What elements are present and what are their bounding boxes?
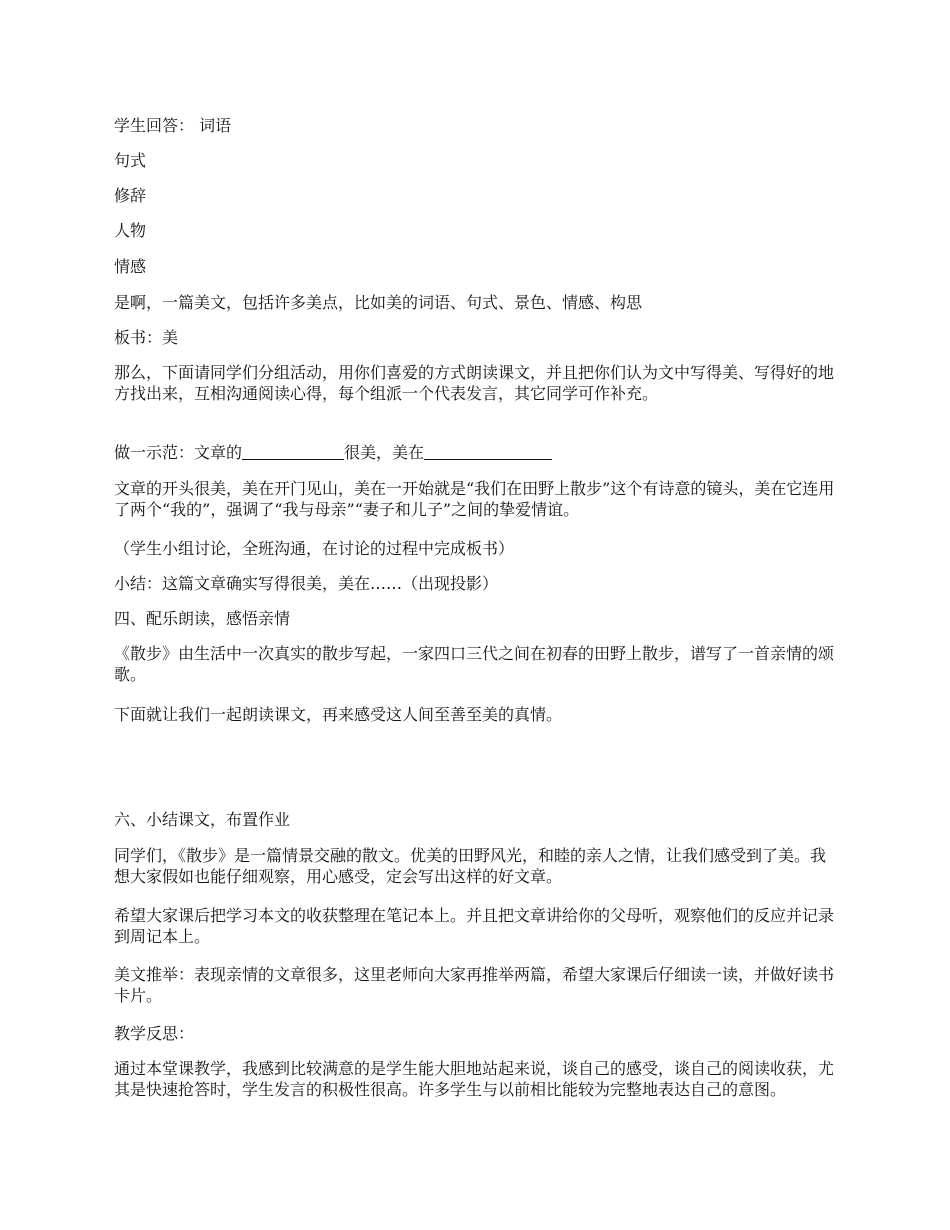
paragraph-board-note: 板书：美 [114, 328, 179, 347]
paragraph-recommended-reading: 美文推举：表现亲情的文章很多，这里老师向大家再推举两篇，希望大家课后仔细读一读，并做好读书卡片。 [114, 965, 835, 1005]
demonstration-prefix: 做一示范：文章的 [114, 443, 243, 462]
section-heading-six: 六、小结课文，布置作业 [114, 810, 291, 829]
section-heading-reflection: 教学反思： [114, 1024, 195, 1043]
demonstration-middle: 很美，美在 [344, 443, 425, 462]
paragraph-opening-analysis: 文章的开头很美，美在开门见山，美在一开始就是“我们在田野上散步”这个有诗意的镜头，美在它连用了两个“我的”，强调了“我与母亲”“妻子和儿子”之间的挚爱情谊。 [114, 479, 835, 519]
paragraph-characters: 人物 [114, 221, 147, 240]
paragraph-walk-intro: 《散步》由生活中一次真实的散步写起，一家四口三代之间在初春的田野上散步，谱写了一首亲情的颂歌。 [114, 644, 835, 684]
paragraph-summary: 小结：这篇文章确实写得很美，美在……（出现投影） [114, 574, 499, 593]
section-heading-four: 四、配乐朗读，感悟亲情 [114, 609, 291, 628]
paragraph-demonstration [114, 442, 840, 463]
paragraph-reflection: 通过本堂课教学，我感到比较满意的是学生能大胆地站起来说，谈自己的感受，谈自己的阅读收获，尤其是快速抢答时，学生发言的积极性很高。许多学生与以前相比能较为完整地表达自己的意图。 [114, 1059, 835, 1099]
paragraph-rhetoric: 修辞 [114, 186, 147, 205]
paragraph-read-together: 下面就让我们一起朗读课文，再来感受这人间至善至美的真情。 [114, 705, 563, 724]
paragraph-student-answer: 学生回答： 词语 [114, 116, 232, 135]
paragraph-lesson-summary: 同学们，《散步》是一篇情景交融的散文。优美的田野风光，和睦的亲人之情，让我们感受到了美。我想大家假如也能仔细观察，用心感受，定会写出这样的好文章。 [114, 846, 827, 886]
paragraph-emotion: 情感 [114, 257, 147, 276]
fill-in-blank-2 [424, 445, 552, 460]
paragraph-beauty-points: 是啊，一篇美文，包括许多美点，比如美的词语、句式、景色、情感、构思 [114, 293, 643, 312]
paragraph-homework: 希望大家课后把学习本文的收获整理在笔记本上。并且把文章讲给你的父母听，观察他们的反应并记录到周记本上。 [114, 906, 835, 946]
paragraph-sentence-pattern: 句式 [114, 151, 147, 170]
paragraph-group-activity: 那么，下面请同学们分组活动，用你们喜爱的方式朗读课文，并且把你们认为文中写得美、写得好的地方找出来，互相沟通阅读心得，每个组派一个代表发言，其它同学可作补充。 [114, 363, 835, 403]
paragraph-group-discussion: （学生小组讨论，全班沟通，在讨论的过程中完成板书） [114, 539, 515, 558]
fill-in-blank-1 [242, 445, 344, 460]
